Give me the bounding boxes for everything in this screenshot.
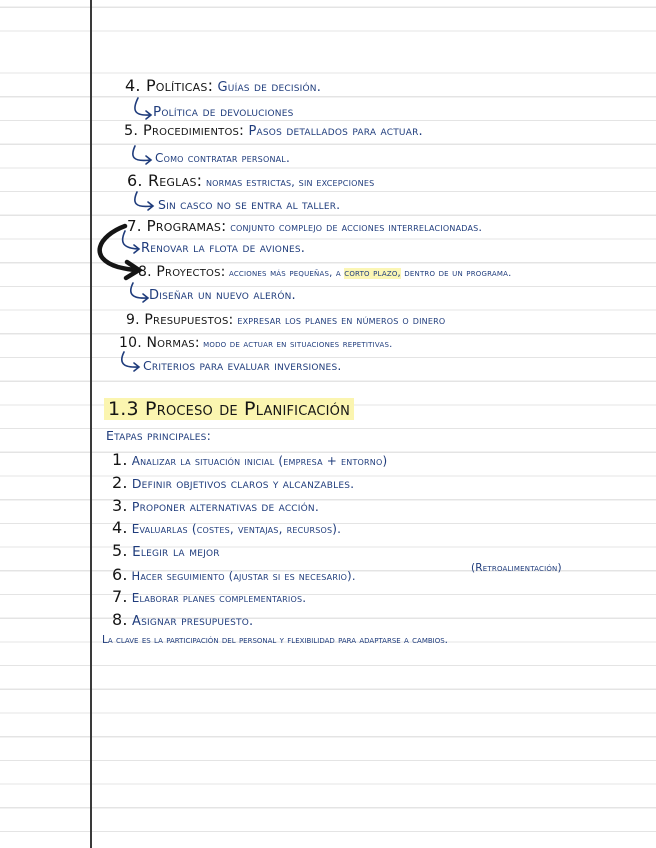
list-item: 6. Reglas: normas estrictas, sin excepciones <box>127 171 375 190</box>
hook-arrow-icon <box>135 98 151 119</box>
hook-arrow-icon <box>131 283 148 302</box>
list-item: 8. Proyectos: acciones más pequeñas, a corto plazo, dentro de un programa. <box>138 264 512 280</box>
hook-arrow-icon <box>135 192 153 210</box>
section-title: 1.3 Proceso de Planificación <box>104 398 354 420</box>
list-item: 10. Normas: modo de actuar en situaciones repetitivas. <box>119 335 393 351</box>
list-item-example: Renovar la flota de aviones. <box>141 241 306 256</box>
hook-arrow-icon <box>122 352 139 371</box>
step-item: 5. Elegir la mejor <box>112 541 220 560</box>
side-note: (Retroalimentación) <box>471 562 562 574</box>
list-item-example: Como contratar personal. <box>155 151 290 165</box>
list-item-example: Diseñar un nuevo alerón. <box>149 288 296 303</box>
step-item: 1. Analizar la situación inicial (empresa + entorno) <box>112 450 388 469</box>
conclusion-text: La clave es la participación del personal y flexibilidad para adaptarse a cambios. <box>102 634 449 646</box>
list-item: 7. Programas: conjunto complejo de acciones interrelacionadas. <box>127 217 483 235</box>
step-item: 2. Definir objetivos claros y alcanzables. <box>112 473 355 492</box>
hook-arrow-icon <box>133 146 151 164</box>
step-item: 3. Proponer alternativas de acción. <box>112 496 320 515</box>
step-item: 8. Asignar presupuesto. <box>112 610 254 629</box>
list-item-example: Sin casco no se entra al taller. <box>158 197 341 212</box>
list-item: 5. Procedimientos: Pasos detallados para actuar. <box>124 123 423 139</box>
list-item: 4. Políticas: Guías de decisión. <box>125 76 322 95</box>
list-item-example: Criterios para evaluar inversiones. <box>143 358 342 373</box>
step-item: 4. Evaluarlas (costes, ventajas, recursos). <box>112 518 342 537</box>
list-item: 9. Presupuestos: expresar los planes en números o dinero <box>126 312 446 328</box>
section-subtitle: Etapas principales: <box>106 428 211 443</box>
step-item: 7. Elaborar planes complementarios. <box>112 587 307 606</box>
list-item-example: Política de devoluciones <box>153 104 294 120</box>
step-item: 6. Hacer seguimiento (ajustar si es necesario). <box>112 565 356 584</box>
